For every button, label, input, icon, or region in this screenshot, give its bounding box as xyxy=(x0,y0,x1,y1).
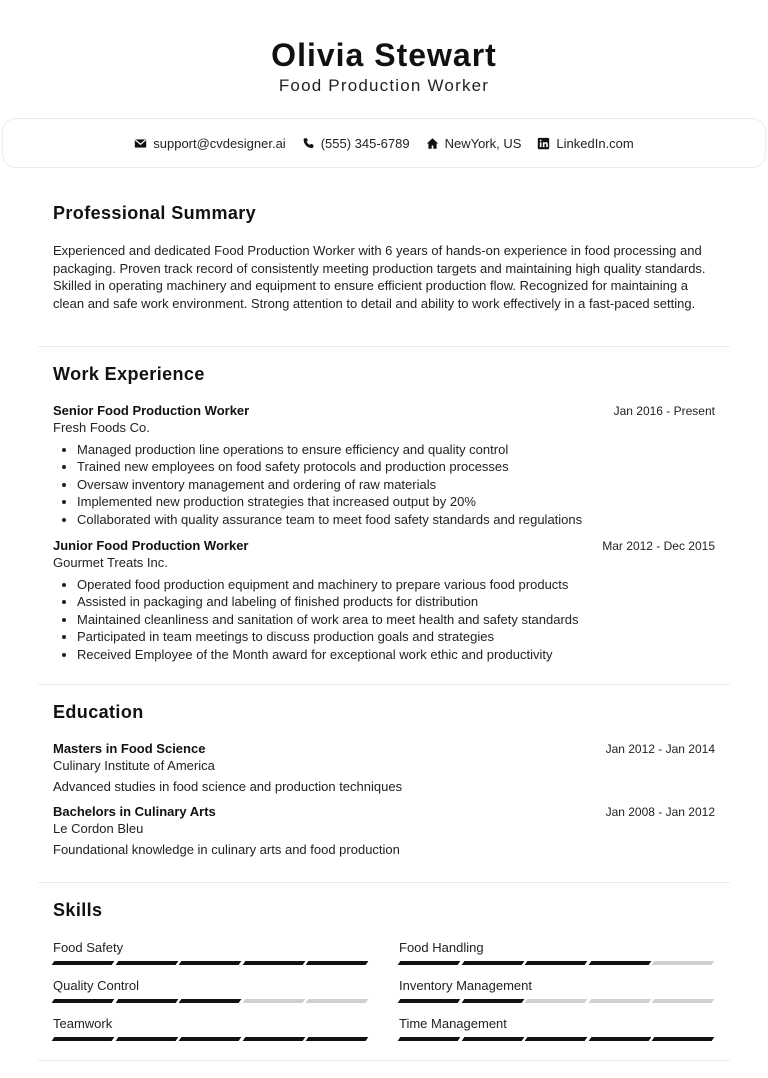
skill-item xyxy=(399,1016,715,1041)
skill-level-segment xyxy=(52,1037,114,1041)
job-dates: Mar 2012 - Dec 2015 xyxy=(602,539,715,554)
skill-name: Quality Control xyxy=(53,978,139,993)
job-bullet: • Managed production line operations to ensure efficiency and quality control xyxy=(77,441,715,458)
education-section xyxy=(53,702,715,857)
contact-linkedin[interactable] xyxy=(537,136,633,151)
skill-level-segment xyxy=(525,1037,587,1041)
skill-level-bar xyxy=(53,961,369,965)
skill-level-segment xyxy=(461,1037,523,1041)
skill-level-segment xyxy=(652,961,714,965)
contact-location xyxy=(426,136,522,151)
skill-level-segment xyxy=(461,999,523,1003)
skill-level-segment xyxy=(179,1037,241,1041)
skill-level-segment xyxy=(306,961,368,965)
skill-level-bar xyxy=(53,1037,369,1041)
skill-item xyxy=(53,940,369,965)
section-divider xyxy=(38,882,730,883)
skill-level-segment xyxy=(52,961,114,965)
skill-item xyxy=(53,978,369,1003)
skill-level-segment xyxy=(115,1037,177,1041)
education-description: Foundational knowledge in culinary arts and food production xyxy=(53,842,400,857)
education-entry xyxy=(53,741,715,794)
education-heading: Education xyxy=(53,702,144,722)
section-divider xyxy=(38,1060,730,1061)
candidate-name: Olivia Stewart xyxy=(271,37,497,73)
skill-level-segment xyxy=(652,1037,714,1041)
contact-email-text: support@cvdesigner.ai xyxy=(153,135,286,151)
job-bullet: • Assisted in packaging and labeling of finished products for distribution xyxy=(77,593,715,610)
skill-level-bar xyxy=(399,1037,715,1041)
skill-item xyxy=(399,978,715,1003)
job-entry xyxy=(53,403,715,528)
skill-level-segment xyxy=(242,1037,304,1041)
skill-level-segment xyxy=(242,961,304,965)
summary-section xyxy=(53,203,715,312)
skill-level-segment xyxy=(398,999,460,1003)
experience-section xyxy=(53,364,715,663)
skill-level-bar xyxy=(399,961,715,965)
job-bullet: • Implemented new production strategies that increased output by 20% xyxy=(77,493,715,510)
job-bullets xyxy=(53,576,715,663)
job-bullet: • Operated food production equipment and machinery to prepare various food products xyxy=(77,576,715,593)
skill-name: Time Management xyxy=(399,1016,507,1031)
job-company: Fresh Foods Co. xyxy=(53,420,150,435)
education-entry xyxy=(53,804,715,857)
job-entry xyxy=(53,538,715,663)
section-divider xyxy=(38,684,730,685)
skill-level-segment xyxy=(306,999,368,1003)
resume-header xyxy=(0,0,768,96)
linkedin-icon xyxy=(537,137,550,150)
job-bullets xyxy=(53,441,715,528)
skill-level-segment xyxy=(115,999,177,1003)
education-description: Advanced studies in food science and production techniques xyxy=(53,779,403,794)
education-degree: Bachelors in Culinary Arts xyxy=(53,804,216,819)
job-role: Senior Food Production Worker xyxy=(53,403,250,418)
skill-name: Food Handling xyxy=(399,940,484,955)
skill-level-segment xyxy=(588,1037,650,1041)
skill-level-segment xyxy=(52,999,114,1003)
education-degree: Masters in Food Science xyxy=(53,741,206,756)
skill-level-segment xyxy=(461,961,523,965)
skills-heading: Skills xyxy=(53,900,103,920)
job-company: Gourmet Treats Inc. xyxy=(53,555,168,571)
education-school: Culinary Institute of America xyxy=(53,758,215,773)
education-dates: Jan 2008 - Jan 2012 xyxy=(605,805,715,819)
skill-name: Teamwork xyxy=(53,1016,113,1031)
job-role: Junior Food Production Worker xyxy=(53,538,249,554)
skill-level-segment xyxy=(179,961,241,965)
job-dates: Jan 2016 - Present xyxy=(613,404,715,418)
skill-level-bar xyxy=(399,999,715,1003)
contact-linkedin-text: LinkedIn.com xyxy=(556,135,634,151)
skill-level-segment xyxy=(525,999,587,1003)
education-school: Le Cordon Bleu xyxy=(53,821,144,836)
skill-item xyxy=(399,940,715,965)
home-icon xyxy=(426,137,439,150)
skill-level-segment xyxy=(242,999,304,1003)
contact-phone[interactable] xyxy=(302,136,410,151)
job-bullet: • Trained new employees on food safety protocols and production processes xyxy=(77,458,715,475)
phone-icon xyxy=(302,137,315,150)
candidate-title: Food Production Worker xyxy=(278,76,490,95)
section-divider xyxy=(38,346,730,347)
skills-section xyxy=(53,900,715,1041)
skills-grid xyxy=(53,940,715,1041)
skill-name: Food Safety xyxy=(53,940,124,955)
job-bullet: • Received Employee of the Month award for exceptional work ethic and productivity xyxy=(77,646,715,663)
job-bullet: • Participated in team meetings to discuss production goals and strategies xyxy=(77,628,715,645)
skill-level-segment xyxy=(179,999,241,1003)
skill-level-segment xyxy=(306,1037,368,1041)
envelope-icon xyxy=(134,137,147,150)
summary-text: Experienced and dedicated Food Production Worker with 6 years of hands-on experience in food processing and packaging. Proven track record of consistently meeting production targets and maintaining high quality standards. Skilled in operating machinery and equipment to ensure efficient production flow. Recognized for maintaining a clean and safe work environment. Strong attention to detail and ability to work effectively in a fast-paced setting. xyxy=(53,243,706,311)
education-dates: Jan 2012 - Jan 2014 xyxy=(605,742,715,756)
job-bullet: • Oversaw inventory management and ordering of raw materials xyxy=(77,476,715,493)
skill-level-segment xyxy=(588,999,650,1003)
skill-item xyxy=(53,1016,369,1041)
skill-level-segment xyxy=(525,961,587,965)
skill-name: Inventory Management xyxy=(399,978,532,993)
skill-level-bar xyxy=(53,999,369,1003)
contact-phone-text: (555) 345-6789 xyxy=(320,135,410,151)
job-bullet: • Maintained cleanliness and sanitation of work area to meet health and safety standards xyxy=(77,611,715,628)
job-bullet: • Collaborated with quality assurance team to meet food safety standards and regulations xyxy=(77,511,715,528)
skill-level-segment xyxy=(588,961,650,965)
skill-level-segment xyxy=(398,961,460,965)
skill-level-segment xyxy=(652,999,714,1003)
contact-email[interactable] xyxy=(134,136,285,151)
experience-heading: Work Experience xyxy=(53,364,205,384)
skill-level-segment xyxy=(398,1037,460,1041)
skill-level-segment xyxy=(115,961,177,965)
summary-heading: Professional Summary xyxy=(53,203,257,223)
contact-location-text: NewYork, US xyxy=(444,135,522,151)
contact-bar xyxy=(2,118,766,168)
